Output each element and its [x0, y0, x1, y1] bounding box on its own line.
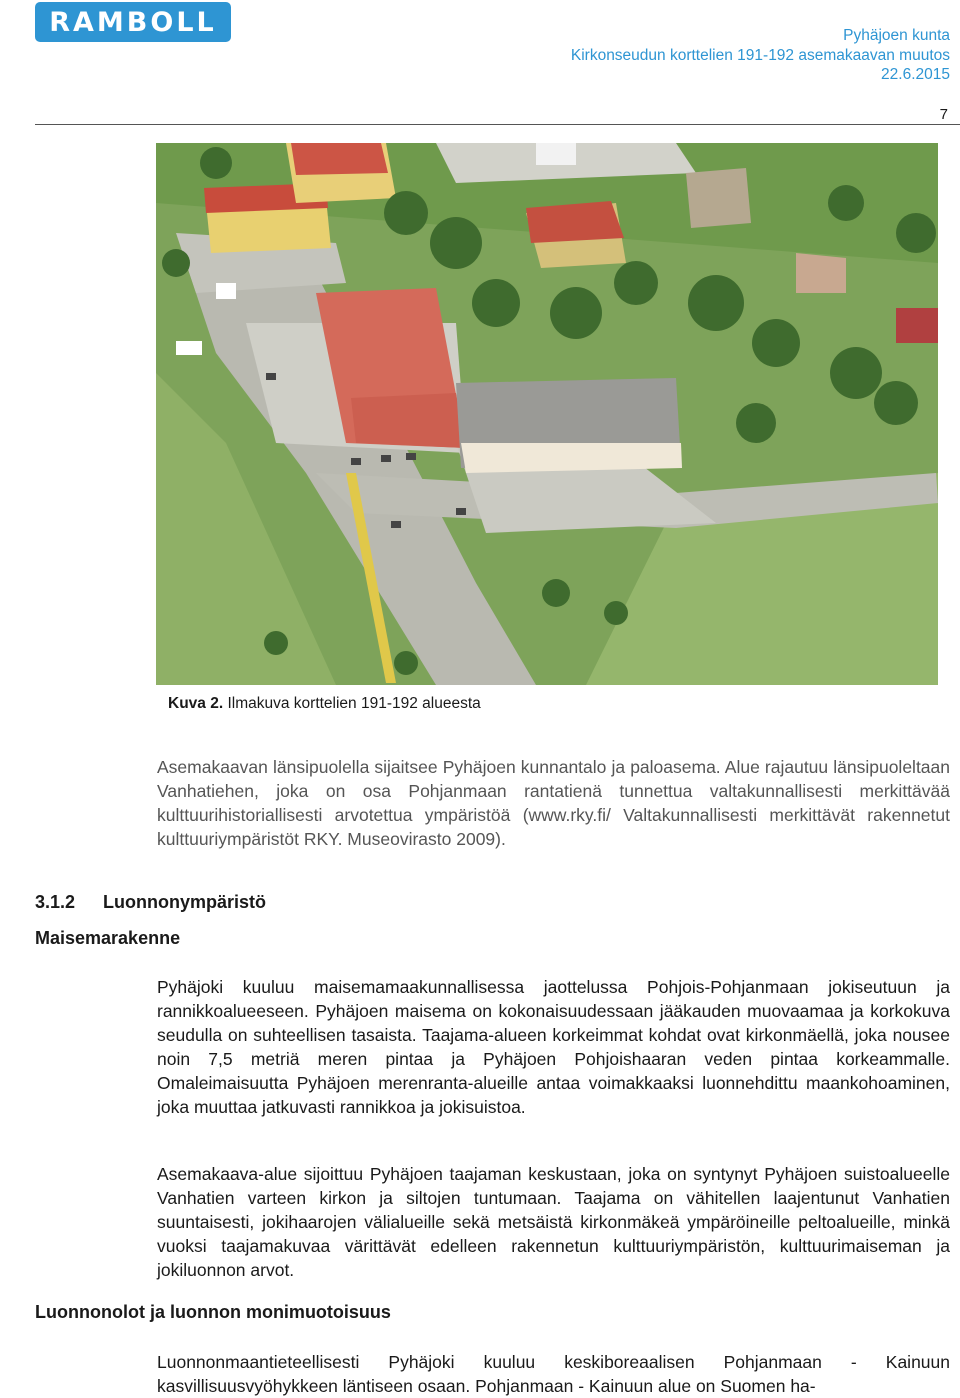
paragraph-maisemarakenne-2: Asemakaava-alue sijoittuu Pyhäjoen taajaman keskustaan, joka on syntynyt Pyhäjoen suistoalueelle Vanhatien varteen kirkon ja siltojen tuntumaan. Taajama on vähitellen laajentunut Vanhatien suuntaisesti, jokihaarojen välialueille sekä metsäistä kirkonmäkeä ympäröineille peltoalueille, minkä vuoksi taajamakuvaa värittävät edelleen rakennetun kulttuuriympäristön, kulttuurimaiseman ja jokiluonnon arvot. [157, 1164, 950, 1280]
header-date: 22.6.2015 [881, 66, 950, 83]
subsection-heading-luonnonolot: Luonnonolot ja luonnon monimuotoisuus [35, 1302, 391, 1322]
paragraph-luonnonolot: Luonnonmaantieteellisesti Pyhäjoki kuuluu keskiboreaalisen Pohjanmaan - Kainuun kasvillisuusvyöhykkeen läntiseen osaan. Pohjanmaan - Kainuun alue on Suomen ha- [157, 1352, 950, 1396]
header-client: Pyhäjoen kunta [843, 27, 950, 44]
logo-text: RAMBOLL [49, 6, 217, 38]
section-number: 3.1.2 [35, 892, 76, 912]
caption-label: Kuva 2. [168, 695, 224, 712]
aerial-photo [156, 143, 938, 685]
section-heading [35, 892, 266, 913]
section-title: Luonnonympäristö [103, 892, 266, 912]
intro-paragraph: Asemakaavan länsipuolella sijaitsee Pyhäjoen kunnantalo ja paloasema. Alue rajautuu länsipuoleltaan Vanhatiehen, joka on osa Pohjanmaan rantatienä tunnettua valtakunnallisesti merkittävää kulttuurihistoriallisesti arvotettua ympäristöä (www.rky.fi/ Valtakunnallisesti merkittävät rakennetut kulttuuriympäristöt RKY. Museovirasto 2009). [157, 757, 950, 849]
ramboll-logo [35, 2, 231, 42]
caption-text: Ilmakuva korttelien 191-192 alueesta [227, 695, 481, 712]
figure-caption [168, 695, 481, 713]
header-divider [35, 124, 960, 125]
header-project: Kirkonseudun korttelien 191-192 asemakaavan muutos [570, 47, 950, 64]
page-number: 7 [939, 106, 948, 123]
subsection-heading-maisemarakenne: Maisemarakenne [35, 928, 181, 948]
paragraph-maisemarakenne-1: Pyhäjoki kuuluu maisemamaakunnallisessa jaottelussa Pohjois-Pohjanmaan jokiseutuun ja rannikkoalueeseen. Pyhäjoen maisema on kokonaisuudessaan jääkauden muovaamaa ja korkokuva seudulla on suhteellisen tasaista. Taajama-alueen korkeimmat kohdat ovat kirkonmäellä, joka nousee noin 7,5 metriä meren pintaa ja Pyhäjoen Pohjoishaaran veden pintaa korkeammalle. Omaleimaisuutta Pyhäjoen merenranta-alueille antaa voimakkaaksi luonnehdittu maankohoaminen, joka muuttaa jatkuvasti rannikkoa ja jokisuistoa. [157, 977, 950, 1117]
